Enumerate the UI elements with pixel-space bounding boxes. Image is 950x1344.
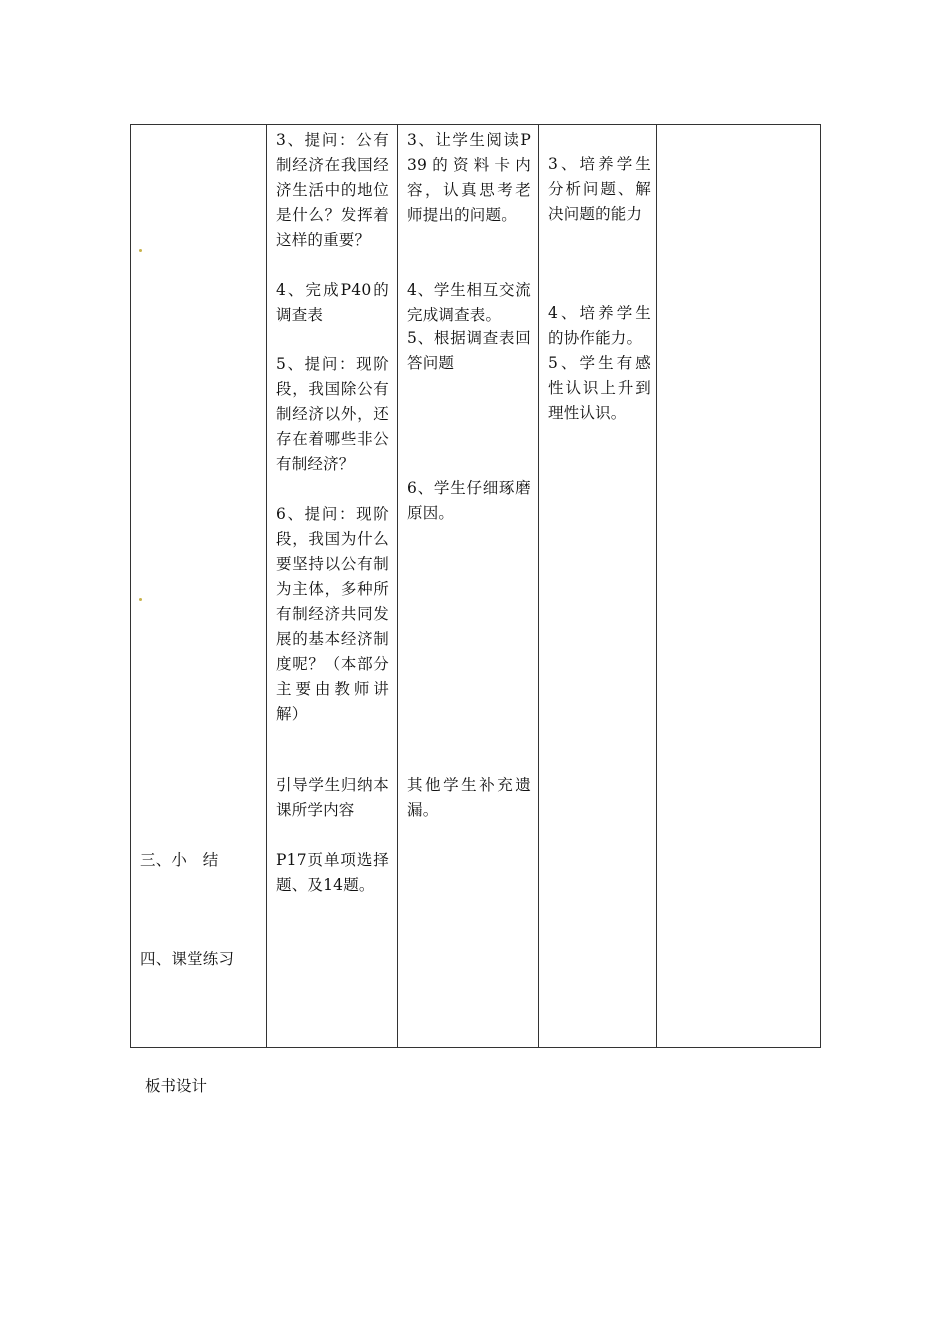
- marker-dot: [139, 598, 142, 601]
- design-intent-4: 4、培养学生的协作能力。: [548, 304, 651, 347]
- stage-summary: 三、小 结: [140, 851, 219, 869]
- student-activity-3: 3、让学生阅读P39的资料卡内容，认真思考老师提出的问题。: [407, 131, 531, 224]
- stage-exercise: 四、课堂练习: [140, 950, 235, 968]
- board-design-heading: 板书设计: [145, 1077, 208, 1095]
- design-intent-3: 3、培养学生分析问题、解决问题的能力: [548, 155, 651, 223]
- student-activity-5: 5、根据调查表回答问题: [407, 329, 531, 372]
- teacher-question-5: 5、提问：现阶段，我国除公有制经济以外，还存在着哪些非公有制经济？: [276, 355, 389, 473]
- notes-column: [657, 125, 821, 1048]
- lesson-plan-table: [130, 124, 821, 1048]
- teacher-question-6: 6、提问：现阶段，我国为什么要坚持以公有制为主体，多种所有制经济共同发展的基本经济制度呢？（本部分主要由教师讲解）: [276, 505, 389, 723]
- teacher-exercise: P17页单项选择题、及14题。: [276, 851, 389, 894]
- teacher-activity-column: [267, 125, 398, 1048]
- teacher-task-4: 4、完成P40的调查表: [276, 281, 389, 324]
- student-activity-6: 6、学生仔细琢磨原因。: [407, 479, 531, 522]
- teacher-question-3: 3、提问：公有制经济在我国经济生活中的地位是什么？发挥着这样的重要？: [276, 131, 389, 249]
- stage-column: [131, 125, 267, 1048]
- student-activity-column: [398, 125, 539, 1048]
- marker-dot: [139, 249, 142, 252]
- student-summary: 其他学生补充遗漏。: [407, 776, 531, 819]
- teacher-summary: 引导学生归纳本课所学内容: [276, 776, 389, 819]
- student-activity-4: 4、学生相互交流完成调查表。: [407, 281, 531, 324]
- design-intent-column: [539, 125, 657, 1048]
- design-intent-5: 5、学生有感性认识上升到理性认识。: [548, 354, 651, 422]
